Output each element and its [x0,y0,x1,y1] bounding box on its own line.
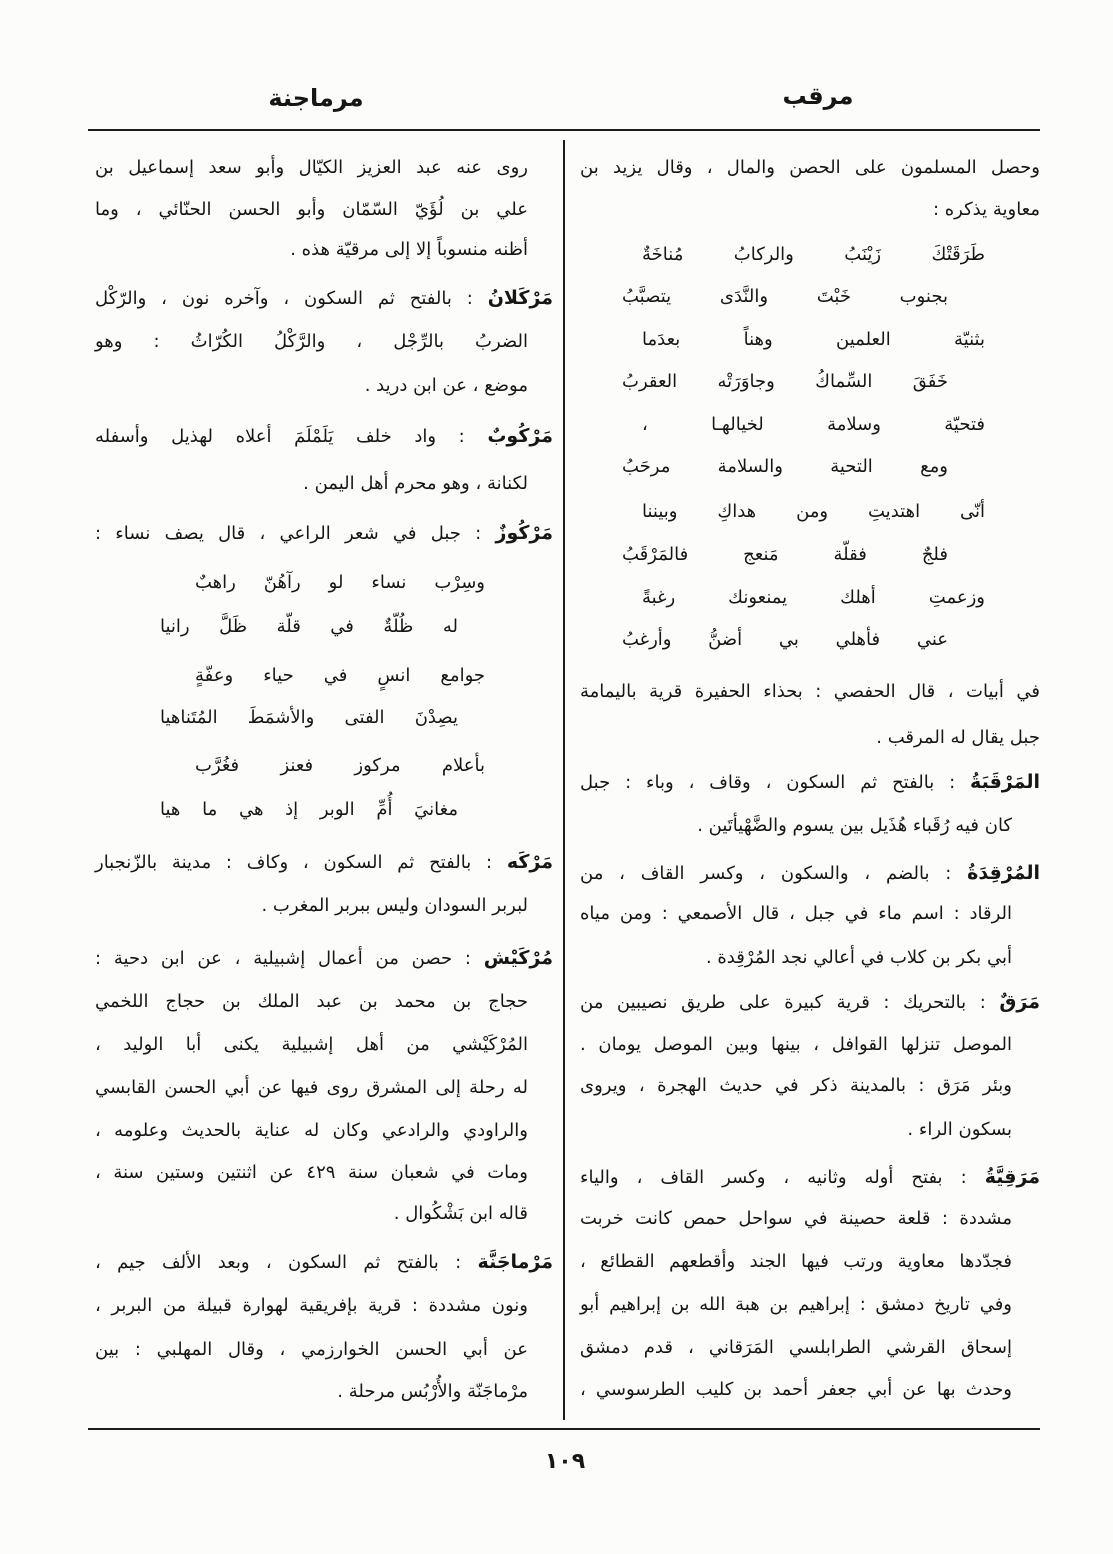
footer-rule [88,1428,1040,1430]
poem-line: مغانيَ أُمِّ الوبر إذ هي ما هيا [160,799,458,820]
entry-definition: : حصن من أعمال إشبيلية ، عن ابن دحية : [95,948,471,969]
column-divider [563,140,565,1420]
text-line: مرْماجَنّة والأُرْبُس مرحلة . [337,1381,528,1402]
text-line: قاله ابن بَشْكُوال . [393,1203,528,1224]
text-line: معاوية يذكره : [932,199,1040,220]
text-line: كان فيه رُقَباء هُذَيل بين يسوم والضَّهْيأتَين . [697,815,1012,836]
entry-headword: المُرْقِدَةُ [967,862,1040,884]
poem-line: وسِرْب نساء لو رآهُنّ راهبٌ [195,572,485,593]
entry-headword: مَرْكَلانُ [487,287,553,309]
text-line: عن أبي الحسن الخوارزمي ، وقال المهلبي : بين [95,1339,528,1360]
entry-headword: مَرَقِيَّةُ [984,1166,1040,1188]
poem-line: يصِدْنَ الفتى والأشمَطَ المُتَناهيا [160,707,458,728]
poem-line: فتحيّة وسلامة لخيالهـا ، [642,414,985,435]
text-line: وحدث بها عن أبي جعفر أحمد بن كليب الطرسوسي ، [580,1379,1012,1400]
entry-first-line [580,982,1040,1022]
text-line: ونون مشددة : قرية بإفريقية لهوارة قبيلة من البربر ، [95,1295,528,1316]
text-line: إسحاق القرشي الطرابلسي المَرَقاني ، قدم دمشق [580,1337,1012,1358]
poem-line: عني فأهلي بي أضنُّ وأرغبُ [622,629,948,650]
entry-headword: مَرْكَه [506,851,553,873]
entry-first-line [580,853,1040,893]
left-column [90,140,560,1420]
text-line: ومات في شعبان سنة ٤٢٩ عن اثنتين وستين سنة ، [95,1162,528,1183]
poem-line: وزعمتِ أهلك يمنعونك رغبةً [642,587,985,608]
poem-line: طَرَقَتْكَ زَيْنَبُ والركابُ مُناخَةٌ [642,244,985,265]
entry-first-line [95,513,553,553]
text-line: في أبيات ، قال الحفصي : بحذاء الحفيرة قرية باليمامة [580,681,1040,702]
entry-definition: : بالفتح ثم السكون ، وقاف ، وباء : جبل [580,772,956,793]
entry-headword: المَرْقَبَةُ [970,771,1040,793]
text-line: موضع ، عن ابن دريد . [364,375,528,396]
header-rule [88,129,1040,131]
entry-headword: مُرْكَيْش [483,947,553,969]
entry-definition: : واد خلف يَلَمْلَمَ أعلاه لهذيل وأسفله [95,426,465,447]
entry-first-line [95,938,553,978]
text-line: فجدّدها معاوية ورتب فيها الجند وأقطعهم القطائع ، [580,1251,1012,1272]
poem-line: جوامع انسٍ في حياء وعفّةٍ [195,665,485,686]
text-line: وفي تاريخ دمشق : إبراهيم بن هبة الله بن إبراهيم أبو [580,1294,1012,1315]
entry-definition: : بفتح أوله وثانيه ، وكسر القاف ، والياء [580,1167,967,1188]
text-line: الرقاد : اسم ماء في جبل ، قال الأصمعي : ومن مياه [580,903,1012,924]
poem-line: بثنيّة العلمين وهناً بعدَما [642,329,985,350]
entry-headword: مَرْكُوزٌ [495,522,553,544]
text-line: أبي بكر بن كلاب في أعالي نجد المُرْقِدة . [705,947,1012,968]
text-line: جبل يقال له المرقب . [876,727,1040,748]
text-line: والراودي والرادعي وكان له عناية بالحديث وعلومه ، [95,1120,528,1141]
page-number: ١٠٩ [544,1449,586,1474]
text-line: حجاج بن محمد بن عبد الملك بن حجاج اللخمي [95,991,528,1012]
entry-first-line [95,842,553,882]
text-line: الموصل تنزلها القوافل ، بينها وبين الموصل يومان . [580,1034,1012,1055]
text-line: الضربُ بالرِّجْل ، والرَّكْلُ الكُرّاثُ : وهو [95,331,528,352]
poem-line: فلجٌ فقلّة مَنعج فالمَرْقَبُ [622,544,948,565]
entry-headword: مَرْماجَنَّة [477,1251,553,1273]
text-line: له رحلة إلى المشرق روى فيها عن أبي الحسن القابسي [95,1077,528,1098]
entry-definition: : بالفتح ثم السكون ، وآخره نون ، والرّكْل [95,288,473,309]
text-line: لكنانة ، وهو محرم أهل اليمن . [303,473,528,494]
entry-first-line [95,278,553,318]
entry-headword: مَرْكُوبٌ [487,425,553,447]
poem-line: أنّى اهتديتِ ومن هداكِ وبيننا [642,501,985,522]
entry-definition: : جبل في شعر الراعي ، قال يصف نساء : [95,523,482,544]
entry-definition: : بالفتح ثم السكون ، وكاف : مدينة بالزّنجبار [95,852,493,873]
text-line: مشددة : قلعة حصينة في سواحل حمص كانت خربت [580,1208,1012,1229]
entry-first-line [580,1157,1040,1197]
poem-line: ومع التحية والسلامة مرحَبُ [622,456,948,477]
entry-definition: : بالفتح ثم السكون ، وبعد الألف جيم ، [95,1252,462,1273]
entry-definition: : بالتحريك : قرية كبيرة على طريق نصيبين من [580,992,986,1013]
right-column [575,140,1045,1420]
text-line: بسكون الراء . [907,1119,1012,1140]
text-line: علي بن لُؤَيّ السّمّان وأبو الحسن الحنّائي ، وما [95,199,528,220]
poem-line: بجنوب خَبْتَ والنَّدَى يتصبَّبُ [622,286,948,307]
entry-headword: مَرَقٌ [999,991,1040,1013]
running-head-right: مرقب [782,82,854,110]
entry-first-line [95,1242,553,1282]
poem-line: بأعلام مركوز فعنز فغُرَّب [195,755,485,776]
running-head-left: مرماجنة [268,84,364,112]
text-line: المُرْكَيْشي من أهل إشبيلية يكنى أبا الوليد ، [95,1034,528,1055]
entry-definition: : بالضم ، والسكون ، وكسر القاف ، من [580,863,952,884]
entry-first-line [580,762,1040,802]
text-line: روى عنه عبد العزيز الكيّال وأبو سعد إسماعيل بن [95,157,528,178]
poem-line: له ظُلّةٌ في قلّة ظَلَّ رانيا [160,616,458,637]
text-line: لبربر السودان وليس ببربر المغرب . [261,895,528,916]
text-line: وحصل المسلمون على الحصن والمال ، وقال يزيد بن [580,157,1040,178]
text-line: وبئر مَرَق : بالمدينة ذكر في حديث الهجرة ، ويروى [580,1075,1012,1096]
poem-line: خَفَقَ السِّماكُ وجاوَرَتْه العقربُ [622,371,948,392]
text-line: أظنه منسوباً إلا إلى مرقيّة هذه . [290,239,528,260]
entry-first-line [95,416,553,456]
